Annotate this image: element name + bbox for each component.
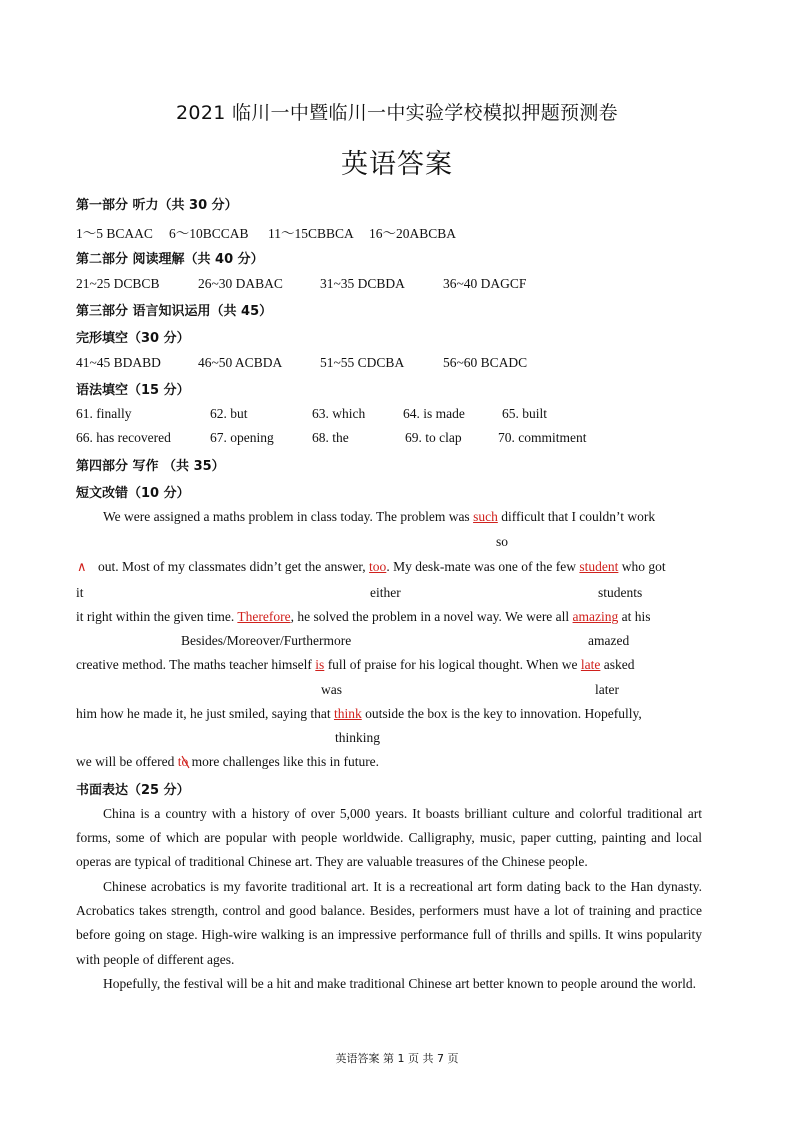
correction-line: him how he made it, he just smiled, saying that think outside the box is the key to innovation. Hopefully, [76, 706, 642, 721]
error-word: such [473, 509, 498, 524]
essay-paragraph: Chinese acrobatics is my favorite traditional art. It is a recreational art form dating back to the Han dynasty. Acrobatics takes strength, control and good balance. Besides, performers must have a lot of training and practice before going on stage. High-wire walking is an impressive performance full of thrills and spills. It wins popularity with people of different ages. [76, 879, 702, 967]
grammar-answer: 66. has recovered [76, 430, 171, 445]
part2-heading: 第二部分 阅读理解（共 40 分） [76, 252, 264, 267]
correction-line: it right within the given time. Therefore, he solved the problem in a novel way. We were all amazing at his [76, 609, 651, 624]
part3-heading: 第三部分 语言知识运用（共 45） [76, 304, 273, 319]
grammar-answer: 68. the [312, 430, 349, 445]
grammar-answer: 62. but [210, 406, 248, 421]
correction-word: amazed [588, 633, 630, 648]
essay-paragraph: China is a country with a history of over 5,000 years. It boasts brilliant culture and colorful traditional art forms, some of which are popular with people worldwide. Calligraphy, music, paper cutting, painting and local operas are typical of traditional Chinese art. They are valuable treasures of the Chinese people. [76, 806, 702, 870]
answer-group: 21~25 DCBCB [76, 276, 160, 291]
part1-heading: 第一部分 听力（共 30 分） [76, 198, 238, 213]
correction-line: out. Most of my classmates didn’t get the answer, too. My desk-mate was one of the few student who got [98, 559, 666, 574]
correction-word: was [321, 682, 342, 697]
error-word: late [580, 657, 601, 672]
answer-group: 51~55 CDCBA [320, 355, 405, 370]
part4-heading: 第四部分 写作 （共 35） [76, 459, 225, 474]
answer-group: 36~40 DAGCF [443, 276, 527, 291]
correction-line: We were assigned a maths problem in class today. The problem was such difficult that I couldn’t work [103, 509, 656, 524]
error-word: amazing [572, 609, 619, 624]
grammar-answer: 64. is made [403, 406, 465, 421]
page-title: 2021 临川一中暨临川一中实验学校模拟押题预测卷 [176, 102, 618, 124]
grammar-answer: 63. which [312, 406, 366, 421]
correction-line: we will be offered to more challenges like this in future. [76, 754, 380, 769]
deleted-word: to [177, 754, 189, 769]
answer-group: 56~60 BCADC [443, 355, 528, 370]
answer-group: 1～5 BCAAC [76, 226, 153, 241]
correction-word: students [598, 585, 643, 600]
error-word: Therefore [237, 609, 291, 624]
correction-word: Besides/Moreover/Furthermore [181, 633, 352, 648]
answer-group: 11～15CBBCA [268, 226, 354, 241]
grammar-answer: 69. to clap [405, 430, 462, 445]
answer-group: 16～20ABCBA [369, 226, 457, 241]
correction-word: thinking [335, 730, 381, 745]
answer-group: 31~35 DCBDA [320, 276, 405, 291]
error-word: too [369, 559, 387, 574]
answer-group: 46~50 ACBDA [198, 355, 283, 370]
answer-group: 26~30 DABAC [198, 276, 283, 291]
correction-heading: 短文改错（10 分） [76, 486, 190, 501]
correction-word: it [76, 585, 84, 600]
grammar-answer: 65. built [502, 406, 548, 421]
error-word: student [579, 559, 619, 574]
page-subtitle: 英语答案 [341, 149, 453, 180]
error-word: is [315, 657, 325, 672]
grammar-answer: 70. commitment [498, 430, 587, 445]
correction-word: later [595, 682, 619, 697]
cloze-heading: 完形填空（30 分） [76, 331, 190, 346]
answer-group: 41~45 BDABD [76, 355, 161, 370]
correction-word: either [370, 585, 401, 600]
page-footer: 英语答案 第 1 页 共 7 页 [335, 1052, 459, 1065]
error-word: think [333, 706, 362, 721]
delete-mark-icon [181, 755, 190, 769]
insert-caret: ∧ [77, 559, 87, 574]
grammar-heading: 语法填空（15 分） [76, 383, 190, 398]
correction-line: creative method. The maths teacher himself is full of praise for his logical thought. When we late asked [76, 657, 635, 672]
grammar-answer: 67. opening [210, 430, 274, 445]
writing-heading: 书面表达（25 分） [76, 783, 190, 798]
answer-group: 6～10BCCAB [169, 226, 249, 241]
correction-word: so [496, 534, 509, 549]
grammar-answer: 61. finally [76, 406, 132, 421]
essay-paragraph: Hopefully, the festival will be a hit and make traditional Chinese art better known to people around the world. [103, 976, 696, 991]
